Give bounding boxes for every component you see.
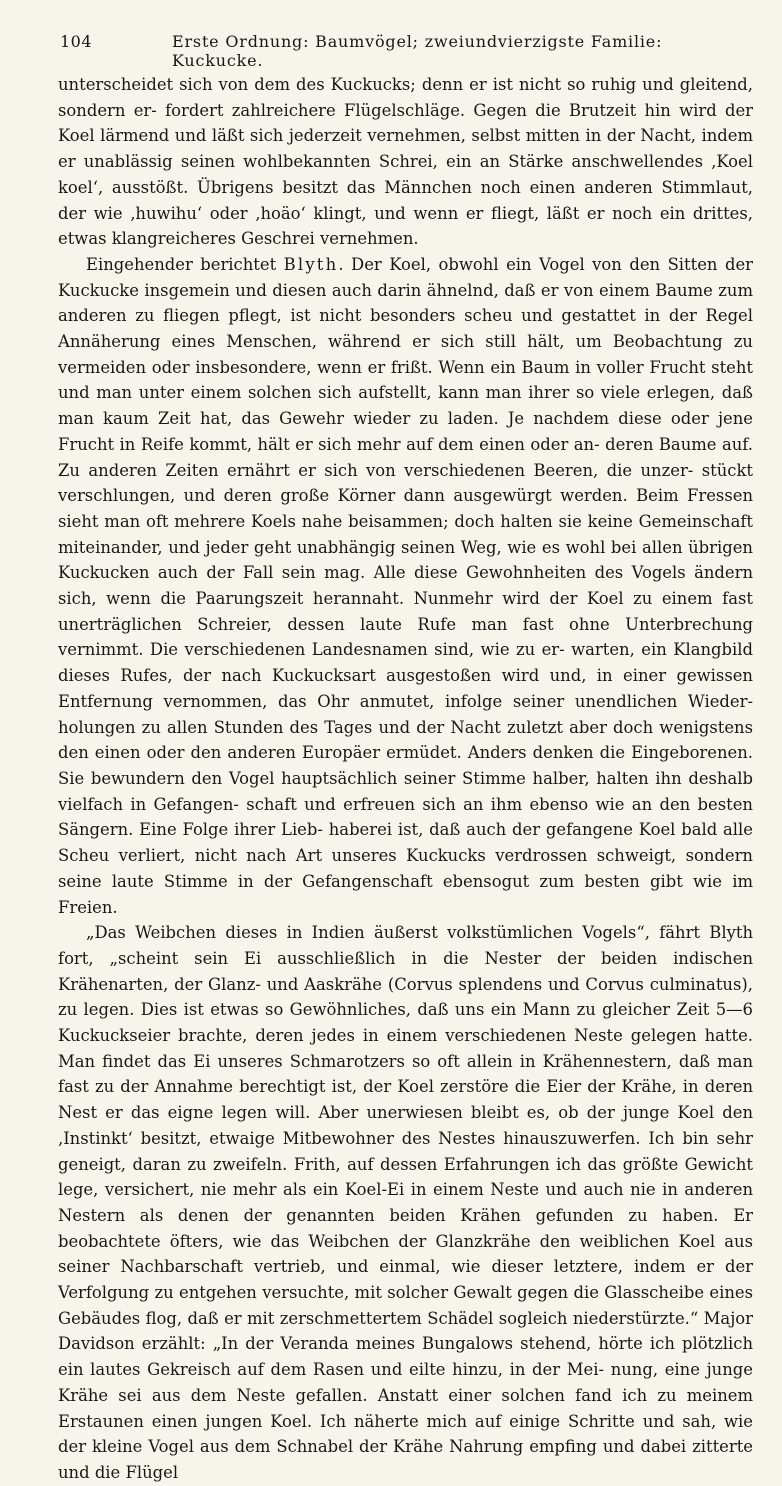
paragraph-1: unterscheidet sich von dem des Kuckucks; denn er ist nicht so ruhig und gleitend, sondern er- fordert zahlreichere Flügelschläge. Gegen die Brutzeit hin wird der Koel lärmend und läßt sich jederzeit vernehmen, selbst mitten in der Nacht, indem er unablässig seinen wohlbekannten Schrei, ein an Stärke anschwellendes ‚Koel koel‘, ausstößt. Übrigens besitzt das Männchen noch einen anderen Stimmlaut, der wie ‚huwihu‘ oder ‚hoäo‘ klingt, und wenn er fliegt, läßt er noch ein drittes, etwas klangreicheres Geschrei vernehmen. [58, 75, 753, 249]
body-text [58, 72, 753, 1486]
paragraph-2 [58, 252, 753, 920]
page-header [60, 32, 752, 70]
paragraph-3: „Das Weibchen dieses in Indien äußerst volkstümlichen Vogels“, fährt Blyth fort, „scheint sein Ei ausschließlich in die Nester der beiden indischen Krähenarten, der Glanz- und Aaskrähe (Corvus splendens und Corvus culminatus), zu legen. Dies ist etwas so Gewöhnliches, daß uns ein Mann zu gleicher Zeit 5—6 Kuckuckseier brachte, deren jedes in einem verschiedenen Neste gelegen hatte. Man findet das Ei unseres Schmarotzers so oft allein in Krähennestern, daß man fast zu der Annahme berechtigt ist, der Koel zerstöre die Eier der Krähe, in deren Nest er das eigne legen will. Aber unerwiesen bleibt es, ob der junge Koel den ‚Instinkt‘ besitzt, etwaige Mitbewohner des Nestes hinauszuwerfen. Ich bin sehr geneigt, daran zu zweifeln. Frith, auf dessen Erfahrungen ich das größte Gewicht lege, versichert, nie mehr als ein Koel-Ei in einem Neste und auch nie in anderen Nestern als denen der genannten beiden Krähen gefunden zu haben. Er beobachtete öfters, wie das Weibchen der Glanzkrähe den weiblichen Koel aus seiner Nachbarschaft vertrieb, und einmal, wie dieser letztere, indem er der Verfolgung zu entgehen versuchte, mit solcher Gewalt gegen die Glasscheibe eines Gebäudes flog, daß er mit zerschmettertem Schädel sogleich niederstürzte.“ Major Davidson erzählt: „In der Veranda meines Bungalows stehend, hörte ich plötzlich ein lautes Gekreisch auf dem Rasen und eilte hinzu, in der Mei- nung, eine junge Krähe sei aus dem Neste gefallen. Anstatt einer solchen fand ich zu meinem Erstaunen einen jungen Koel. Ich näherte mich auf einige Schritte und sah, wie der kleine Vogel aus dem Schnabel der Krähe Nahrung empfing und dabei zitterte und die Flügel [58, 923, 753, 1482]
page-number: 104 [60, 32, 93, 51]
paragraph-2-text: . Der Koel, obwohl ein Vogel von den Sitten der Kuckucke insgemein und diesen auch darin ähnelnd, daß er von einem Baume zum anderen zu fliegen pflegt, ist nicht besonders scheu und gestattet in der Regel Annäherung eines Menschen, während er sich still hält, um Beobachtung zu vermeiden oder insbesondere, wenn er frißt. Wenn ein Baum in voller Frucht steht und man unter einem solchen sich aufstellt, kann man ihrer so viele erlegen, daß man kaum Zeit hat, das Gewehr wieder zu laden. Je nachdem diese oder jene Frucht in Reife kommt, hält er sich mehr auf dem einen oder an- deren Baume auf. Zu anderen Zeiten ernährt er sich von verschiedenen Beeren, die unzer- stückt verschlungen, und deren große Körner dann ausgewürgt werden. Beim Fressen sieht man oft mehrere Koels nahe beisammen; doch halten sie keine Gemeinschaft miteinander, und jeder geht unabhängig seinen Weg, wie es wohl bei allen übrigen Kuckucken auch der Fall sein mag. Alle diese Gewohnheiten des Vogels ändern sich, wenn die Paarungszeit herannaht. Nunmehr wird der Koel zu einem fast unerträglichen Schreier, dessen laute Rufe man fast ohne Unterbrechung vernimmt. Die verschiedenen Landesnamen sind, wie zu er- warten, ein Klangbild dieses Rufes, der nach Kuckucksart ausgestoßen wird und, in einer gewissen Entfernung vernommen, das Ohr anmutet, infolge seiner unendlichen Wieder- holungen zu allen Stunden des Tages und der Nacht zuletzt aber doch wenigstens den einen oder den anderen Europäer ermüdet. Anders denken die Eingeborenen. Sie bewundern den Vogel hauptsächlich seiner Stimme halber, halten ihn deshalb vielfach in Gefangen- schaft und erfreuen sich an ihm ebenso wie an den besten Sängern. Eine Folge ihrer Lieb- haberei ist, daß auch der gefangene Koel bald alle Scheu verliert, nicht nach Art unseres Kuckucks verdrossen schweigt, sondern seine laute Stimme in der Gefangenschaft ebensogut zum besten gibt wie im Freien. [58, 254, 753, 917]
paragraph-2-lead: Eingehender berichtet [86, 254, 284, 274]
running-title: Erste Ordnung: Baumvögel; zweiundvierzigste Familie: Kuckucke. [172, 32, 663, 70]
author-name-blyth: Blyth [283, 254, 339, 274]
